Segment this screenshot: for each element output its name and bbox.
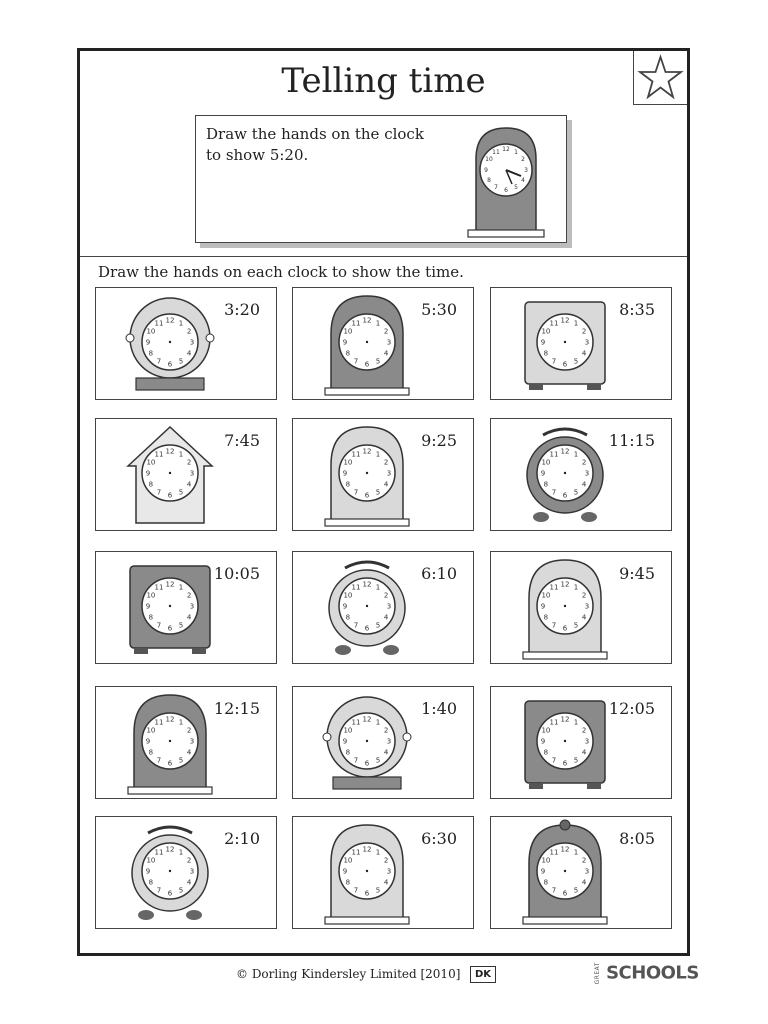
svg-text:1: 1 — [375, 848, 381, 857]
svg-text:5: 5 — [375, 756, 381, 765]
svg-text:11: 11 — [351, 583, 361, 592]
svg-text:10: 10 — [146, 327, 156, 336]
svg-text:3: 3 — [386, 867, 392, 876]
svg-text:12: 12 — [165, 845, 175, 854]
svg-text:12: 12 — [165, 715, 175, 724]
svg-text:10: 10 — [146, 458, 156, 467]
clock-cell[interactable] — [292, 816, 474, 929]
star-badge — [633, 51, 687, 105]
svg-text:12: 12 — [560, 845, 570, 854]
svg-text:8: 8 — [345, 613, 351, 622]
svg-text:4: 4 — [186, 349, 192, 358]
svg-text:6: 6 — [562, 624, 568, 633]
svg-text:7: 7 — [551, 756, 557, 765]
svg-text:8: 8 — [543, 349, 549, 358]
svg-text:6: 6 — [562, 759, 568, 768]
svg-text:11: 11 — [154, 718, 164, 727]
svg-text:4: 4 — [186, 480, 192, 489]
svg-text:9: 9 — [540, 602, 546, 611]
clock-illustration-icon — [515, 689, 615, 797]
svg-text:1: 1 — [514, 149, 518, 156]
svg-text:5: 5 — [375, 357, 381, 366]
svg-text:9: 9 — [342, 338, 348, 347]
svg-text:7: 7 — [156, 357, 162, 366]
svg-text:2: 2 — [186, 327, 192, 336]
clock-cell[interactable] — [95, 686, 277, 799]
clock-time-label: 7:45 — [224, 431, 260, 450]
clock-time-label: 6:30 — [421, 829, 457, 848]
svg-text:8: 8 — [148, 613, 154, 622]
svg-text:1: 1 — [178, 319, 184, 328]
svg-text:5: 5 — [375, 621, 381, 630]
svg-text:1: 1 — [178, 718, 184, 727]
svg-text:6: 6 — [167, 889, 173, 898]
svg-text:4: 4 — [383, 748, 389, 757]
svg-text:8: 8 — [148, 480, 154, 489]
svg-text:9: 9 — [145, 867, 151, 876]
svg-text:9: 9 — [145, 737, 151, 746]
svg-text:3: 3 — [584, 469, 590, 478]
svg-text:2: 2 — [186, 726, 192, 735]
instruction-text: Draw the hands on each clock to show the time. — [98, 263, 464, 281]
svg-text:1: 1 — [573, 583, 579, 592]
svg-text:7: 7 — [494, 184, 498, 191]
clock-cell[interactable] — [292, 287, 474, 400]
svg-text:8: 8 — [148, 748, 154, 757]
svg-text:3: 3 — [189, 469, 195, 478]
svg-text:11: 11 — [549, 319, 559, 328]
svg-text:4: 4 — [521, 177, 525, 184]
svg-text:1: 1 — [573, 319, 579, 328]
svg-text:12: 12 — [362, 580, 372, 589]
svg-text:4: 4 — [186, 748, 192, 757]
svg-text:1: 1 — [573, 848, 579, 857]
svg-text:8: 8 — [345, 480, 351, 489]
svg-text:10: 10 — [485, 156, 493, 163]
svg-text:8: 8 — [543, 878, 549, 887]
clock-cell[interactable] — [490, 686, 672, 799]
svg-text:11: 11 — [351, 450, 361, 459]
svg-text:3: 3 — [584, 338, 590, 347]
svg-text:6: 6 — [504, 187, 508, 194]
svg-text:11: 11 — [154, 583, 164, 592]
svg-text:3: 3 — [386, 602, 392, 611]
svg-text:12: 12 — [362, 845, 372, 854]
svg-text:7: 7 — [156, 886, 162, 895]
svg-text:4: 4 — [383, 878, 389, 887]
svg-text:9: 9 — [342, 737, 348, 746]
example-instruction: Draw the hands on the clock to show 5:20. — [206, 125, 424, 164]
svg-text:1: 1 — [573, 450, 579, 459]
svg-text:10: 10 — [343, 591, 353, 600]
clock-time-label: 3:20 — [224, 300, 260, 319]
clock-time-label: 9:45 — [619, 564, 655, 583]
svg-text:9: 9 — [342, 469, 348, 478]
svg-text:6: 6 — [364, 889, 370, 898]
clock-illustration-icon — [317, 554, 417, 662]
svg-text:9: 9 — [342, 867, 348, 876]
svg-text:10: 10 — [541, 327, 551, 336]
svg-text:7: 7 — [551, 488, 557, 497]
svg-text:11: 11 — [351, 848, 361, 857]
clock-time-label: 11:15 — [608, 431, 655, 450]
svg-text:8: 8 — [543, 748, 549, 757]
clock-cell[interactable] — [95, 287, 277, 400]
svg-text:6: 6 — [167, 491, 173, 500]
clock-illustration-icon — [120, 554, 220, 662]
svg-text:2: 2 — [581, 591, 587, 600]
svg-text:3: 3 — [189, 602, 195, 611]
svg-text:10: 10 — [541, 591, 551, 600]
clock-cell[interactable] — [490, 287, 672, 400]
svg-text:12: 12 — [362, 447, 372, 456]
svg-text:1: 1 — [375, 583, 381, 592]
svg-text:10: 10 — [343, 327, 353, 336]
svg-text:8: 8 — [345, 878, 351, 887]
page-title: Telling time — [281, 61, 486, 101]
clock-cell[interactable] — [490, 551, 672, 664]
clock-cell[interactable] — [95, 418, 277, 531]
svg-text:1: 1 — [178, 583, 184, 592]
svg-text:11: 11 — [154, 319, 164, 328]
svg-text:2: 2 — [383, 856, 389, 865]
svg-text:4: 4 — [581, 613, 587, 622]
svg-text:11: 11 — [492, 149, 500, 156]
svg-text:2: 2 — [383, 591, 389, 600]
svg-text:10: 10 — [343, 458, 353, 467]
svg-text:10: 10 — [343, 726, 353, 735]
svg-text:2: 2 — [581, 327, 587, 336]
svg-text:5: 5 — [178, 756, 184, 765]
svg-text:2: 2 — [186, 591, 192, 600]
svg-text:4: 4 — [581, 349, 587, 358]
svg-text:1: 1 — [375, 718, 381, 727]
svg-text:9: 9 — [540, 737, 546, 746]
svg-text:12: 12 — [362, 715, 372, 724]
svg-text:6: 6 — [562, 491, 568, 500]
svg-text:5: 5 — [375, 886, 381, 895]
svg-text:3: 3 — [386, 737, 392, 746]
svg-text:9: 9 — [145, 469, 151, 478]
svg-text:10: 10 — [541, 856, 551, 865]
example-box — [195, 115, 567, 243]
svg-text:4: 4 — [383, 349, 389, 358]
clock-illustration-icon — [120, 290, 220, 398]
svg-text:5: 5 — [573, 621, 579, 630]
svg-text:10: 10 — [343, 856, 353, 865]
clock-illustration-icon — [515, 290, 615, 398]
svg-text:8: 8 — [148, 349, 154, 358]
svg-text:9: 9 — [484, 167, 488, 174]
svg-text:8: 8 — [543, 613, 549, 622]
clock-illustration-icon — [515, 819, 615, 927]
svg-text:11: 11 — [154, 450, 164, 459]
svg-text:11: 11 — [549, 583, 559, 592]
svg-text:2: 2 — [581, 726, 587, 735]
svg-text:9: 9 — [540, 469, 546, 478]
svg-text:5: 5 — [573, 357, 579, 366]
svg-text:4: 4 — [186, 878, 192, 887]
svg-text:5: 5 — [178, 357, 184, 366]
clock-cell[interactable] — [95, 551, 277, 664]
svg-text:3: 3 — [524, 167, 528, 174]
svg-text:3: 3 — [584, 737, 590, 746]
svg-text:11: 11 — [351, 319, 361, 328]
section-divider — [80, 256, 687, 257]
svg-text:7: 7 — [353, 357, 359, 366]
svg-text:12: 12 — [362, 316, 372, 325]
svg-text:2: 2 — [581, 458, 587, 467]
svg-text:5: 5 — [178, 621, 184, 630]
greatschools-logo — [594, 962, 699, 984]
clock-time-label: 1:40 — [421, 699, 457, 718]
clock-cell[interactable] — [292, 686, 474, 799]
example-clock-icon — [466, 124, 546, 239]
brand-small-text: GREAT — [594, 962, 601, 985]
svg-text:5: 5 — [178, 886, 184, 895]
clock-time-label: 5:30 — [421, 300, 457, 319]
svg-text:4: 4 — [581, 480, 587, 489]
svg-text:2: 2 — [186, 856, 192, 865]
svg-text:7: 7 — [353, 621, 359, 630]
svg-text:6: 6 — [167, 624, 173, 633]
svg-text:4: 4 — [581, 878, 587, 887]
svg-text:6: 6 — [167, 360, 173, 369]
svg-text:2: 2 — [521, 156, 525, 163]
svg-text:7: 7 — [156, 756, 162, 765]
svg-text:5: 5 — [573, 756, 579, 765]
svg-text:3: 3 — [189, 867, 195, 876]
clock-time-label: 8:05 — [619, 829, 655, 848]
svg-text:2: 2 — [383, 458, 389, 467]
svg-text:7: 7 — [551, 357, 557, 366]
svg-text:6: 6 — [562, 889, 568, 898]
svg-text:8: 8 — [345, 748, 351, 757]
svg-text:1: 1 — [375, 450, 381, 459]
clock-illustration-icon — [317, 689, 417, 797]
svg-text:3: 3 — [189, 338, 195, 347]
svg-text:6: 6 — [364, 759, 370, 768]
svg-text:8: 8 — [148, 878, 154, 887]
svg-text:10: 10 — [146, 591, 156, 600]
svg-text:7: 7 — [551, 886, 557, 895]
svg-text:12: 12 — [560, 580, 570, 589]
clock-illustration-icon — [515, 554, 615, 662]
svg-text:7: 7 — [156, 621, 162, 630]
svg-text:12: 12 — [165, 580, 175, 589]
svg-text:11: 11 — [351, 718, 361, 727]
svg-text:3: 3 — [386, 469, 392, 478]
svg-text:3: 3 — [189, 737, 195, 746]
svg-text:4: 4 — [581, 748, 587, 757]
svg-text:8: 8 — [543, 480, 549, 489]
clock-illustration-icon — [317, 290, 417, 398]
clock-cell[interactable] — [292, 418, 474, 531]
svg-text:12: 12 — [165, 447, 175, 456]
svg-text:11: 11 — [549, 848, 559, 857]
svg-text:12: 12 — [165, 316, 175, 325]
clock-time-label: 2:10 — [224, 829, 260, 848]
svg-text:7: 7 — [353, 756, 359, 765]
svg-text:6: 6 — [364, 360, 370, 369]
svg-text:3: 3 — [584, 867, 590, 876]
brand-text: SCHOOLS — [606, 962, 699, 984]
copyright-text: © Dorling Kindersley Limited [2010] — [236, 967, 461, 981]
footer — [0, 964, 768, 986]
svg-text:12: 12 — [502, 146, 510, 153]
clock-cell[interactable] — [490, 418, 672, 531]
dk-logo: DK — [470, 966, 496, 983]
svg-text:11: 11 — [154, 848, 164, 857]
svg-text:10: 10 — [146, 856, 156, 865]
svg-text:5: 5 — [375, 488, 381, 497]
svg-text:11: 11 — [549, 450, 559, 459]
clock-illustration-icon — [317, 421, 417, 529]
clock-time-label: 9:25 — [421, 431, 457, 450]
svg-text:2: 2 — [186, 458, 192, 467]
clock-cell[interactable] — [292, 551, 474, 664]
svg-text:4: 4 — [383, 480, 389, 489]
svg-text:9: 9 — [145, 602, 151, 611]
svg-text:2: 2 — [581, 856, 587, 865]
svg-text:10: 10 — [146, 726, 156, 735]
svg-text:1: 1 — [375, 319, 381, 328]
clock-time-label: 8:35 — [619, 300, 655, 319]
svg-text:12: 12 — [560, 447, 570, 456]
svg-text:1: 1 — [178, 450, 184, 459]
svg-text:6: 6 — [364, 624, 370, 633]
svg-text:7: 7 — [551, 621, 557, 630]
svg-text:4: 4 — [383, 613, 389, 622]
svg-text:2: 2 — [383, 726, 389, 735]
svg-text:4: 4 — [186, 613, 192, 622]
clock-time-label: 6:10 — [421, 564, 457, 583]
svg-text:10: 10 — [541, 458, 551, 467]
svg-text:6: 6 — [167, 759, 173, 768]
svg-text:3: 3 — [386, 338, 392, 347]
svg-text:7: 7 — [156, 488, 162, 497]
svg-text:9: 9 — [342, 602, 348, 611]
clock-time-label: 12:15 — [213, 699, 260, 718]
svg-text:9: 9 — [540, 338, 546, 347]
clock-illustration-icon — [317, 819, 417, 927]
svg-text:5: 5 — [178, 488, 184, 497]
clock-illustration-icon — [515, 421, 615, 529]
svg-text:12: 12 — [560, 316, 570, 325]
clock-illustration-icon — [120, 421, 220, 529]
clock-illustration-icon — [120, 819, 220, 927]
svg-text:3: 3 — [584, 602, 590, 611]
svg-text:2: 2 — [383, 327, 389, 336]
svg-text:9: 9 — [540, 867, 546, 876]
svg-text:5: 5 — [573, 886, 579, 895]
clock-illustration-icon — [120, 689, 220, 797]
svg-text:10: 10 — [541, 726, 551, 735]
svg-text:7: 7 — [353, 886, 359, 895]
clock-cell[interactable] — [95, 816, 277, 929]
svg-text:8: 8 — [345, 349, 351, 358]
svg-text:8: 8 — [487, 177, 491, 184]
svg-text:5: 5 — [514, 184, 518, 191]
svg-text:1: 1 — [573, 718, 579, 727]
svg-text:11: 11 — [549, 718, 559, 727]
clock-time-label: 10:05 — [213, 564, 260, 583]
clock-cell[interactable] — [490, 816, 672, 929]
svg-text:12: 12 — [560, 715, 570, 724]
svg-text:1: 1 — [178, 848, 184, 857]
svg-text:9: 9 — [145, 338, 151, 347]
star-icon — [634, 51, 687, 104]
svg-text:6: 6 — [364, 491, 370, 500]
svg-text:6: 6 — [562, 360, 568, 369]
svg-text:5: 5 — [573, 488, 579, 497]
clock-time-label: 12:05 — [608, 699, 655, 718]
svg-text:7: 7 — [353, 488, 359, 497]
